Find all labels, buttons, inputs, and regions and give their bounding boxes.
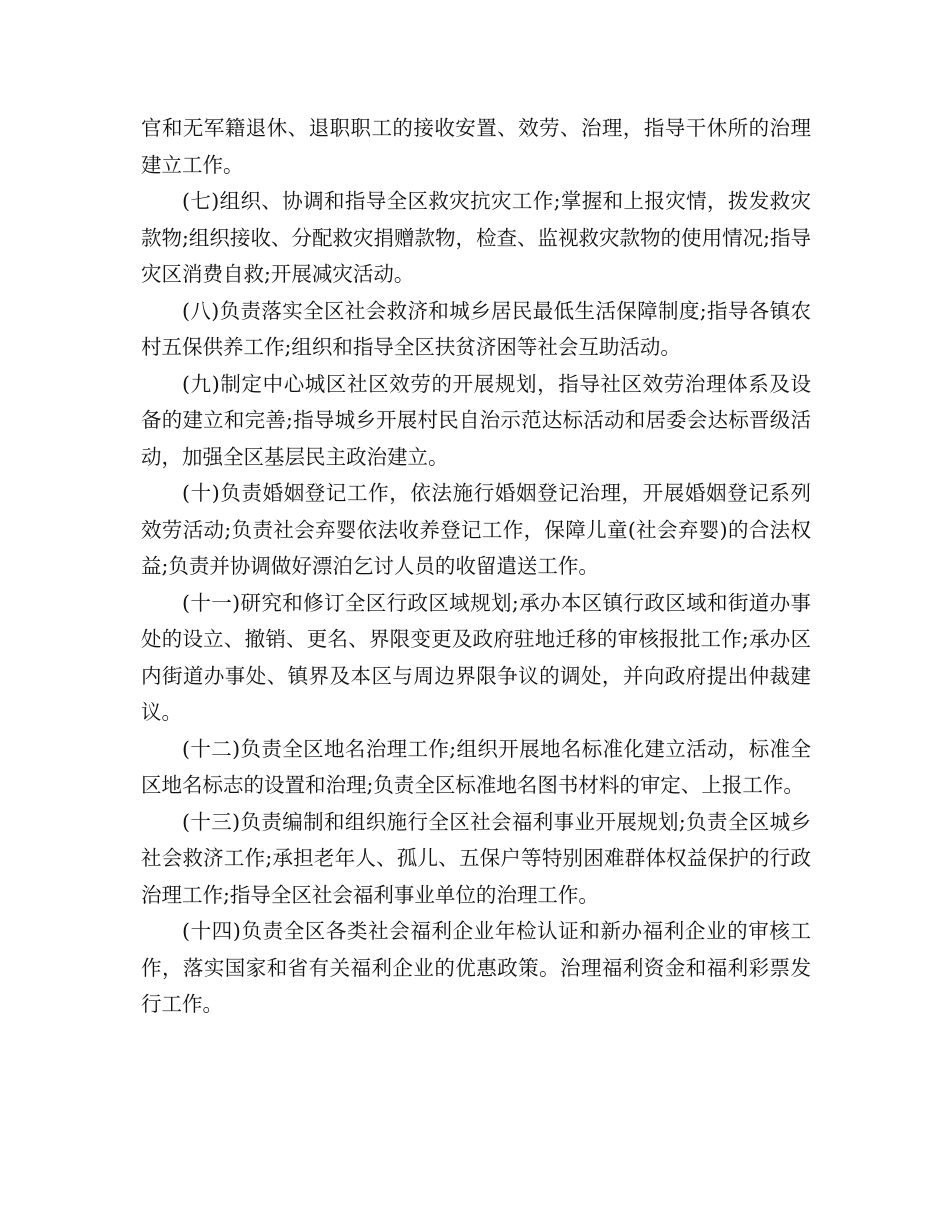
- paragraph-item-12: (十二)负责全区地名治理工作;组织开展地名标准化建立活动，标准全区地名标志的设置和治理;负责全区标准地名图书材料的审定、上报工作。: [141, 736, 811, 797]
- document-body: [141, 110, 811, 1023]
- paragraph-item-14: (十四)负责全区各类社会福利企业年检认证和新办福利企业的审核工作，落实国家和省有关福利企业的优惠政策。治理福利资金和福利彩票发行工作。: [141, 919, 811, 1016]
- paragraph-item-13: (十三)负责编制和组织施行全区社会福利事业开展规划;负责全区城乡社会救济工作;承担老年人、孤儿、五保户等特别困难群体权益保护的行政治理工作;指导全区社会福利事业单位的治理工作。: [141, 809, 811, 907]
- paragraph-item-9: (九)制定中心城区社区效劳的开展规划，指导社区效劳治理体系及设备的建立和完善;指导城乡开展村民自治示范达标活动和居委会达标晋级活动，加强全区基层民主政治建立。: [141, 371, 811, 469]
- paragraph-item-8: (八)负责落实全区社会救济和城乡居民最低生活保障制度;指导各镇农村五保供养工作;组织和指导全区扶贫济困等社会互助活动。: [141, 298, 811, 359]
- paragraph-item-7: (七)组织、协调和指导全区救灾抗灾工作;掌握和上报灾情，拨发救灾款物;组织接收、分配救灾捐赠款物，检查、监视救灾款物的使用情况;指导灾区消费自救;开展减灾活动。: [141, 189, 811, 286]
- paragraph-item-10: (十)负责婚姻登记工作，依法施行婚姻登记治理，开展婚姻登记系列效劳活动;负责社会弃婴依法收养登记工作，保障儿童(社会弃婴)的合法权益;负责并协调做好漂泊乞讨人员的收留遣送工作。: [141, 481, 811, 578]
- paragraph-item-11: (十一)研究和修订全区行政区域规划;承办本区镇行政区域和街道办事处的设立、撤销、更名、界限变更及政府驻地迁移的审核报批工作;承办区内街道办事处、镇界及本区与周边界限争议的调处，并向政府提出仲裁建议。: [141, 590, 811, 724]
- paragraph-continuation: 官和无军籍退休、退职职工的接收安置、效劳、治理，指导干休所的治理建立工作。: [141, 116, 811, 177]
